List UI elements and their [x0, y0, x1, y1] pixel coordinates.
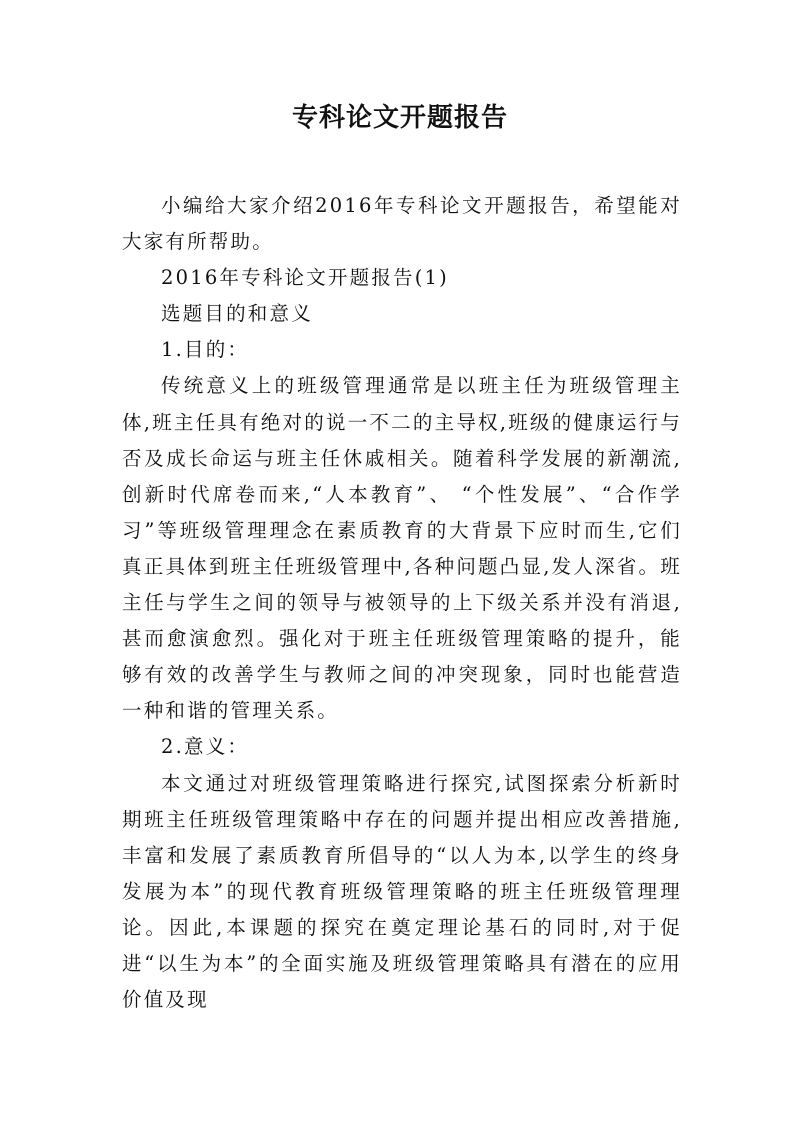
report-subtitle: 2016年专科论文开题报告(1) [161, 266, 449, 290]
intro-paragraph: 小编给大家介绍2016年专科论文开题报告，希望能对大家有所帮助。 [122, 194, 682, 254]
meaning-paragraph: 本文通过对班级管理策略进行探究,试图探索分析新时期班主任班级管理策略中存在的问题并提出相应改善措施,丰富和发展了素质教育所倡导的“以人为本,以学生的终身发展为本”的现代教育班级管理策略的班主任班级管理理论。因此,本课题的探究在奠定理论基石的同时,对于促进“以生为本”的全面实施及班级管理策略具有潜在的应用价值及现 [122, 771, 682, 1012]
purpose-heading: 1.目的： [161, 338, 250, 362]
document-body [122, 188, 682, 1018]
document-title: 专科论文开题报告 [291, 103, 508, 133]
section-heading: 选题目的和意义 [161, 302, 313, 326]
meaning-heading: 2.意义： [161, 735, 250, 759]
purpose-paragraph: 传统意义上的班级管理通常是以班主任为班级管理主体,班主任具有绝对的说一不二的主导权,班级的健康运行与否及成长命运与班主任休戚相关。随着科学发展的新潮流,创新时代席卷而来,“人本教育”、 “个性发展”、“合作学习”等班级管理理念在素质教育的大背景下应时而生,它们真正具体到班主任班级管理中,各种问题凸显,发人深省。班主任与学生之间的领导与被领导的上下级关系并没有消退,甚而愈演愈烈。强化对于班主任班级管理策略的提升，能够有效的改善学生与教师之间的冲突现象，同时也能营造一种和谐的管理关系。 [122, 374, 682, 723]
